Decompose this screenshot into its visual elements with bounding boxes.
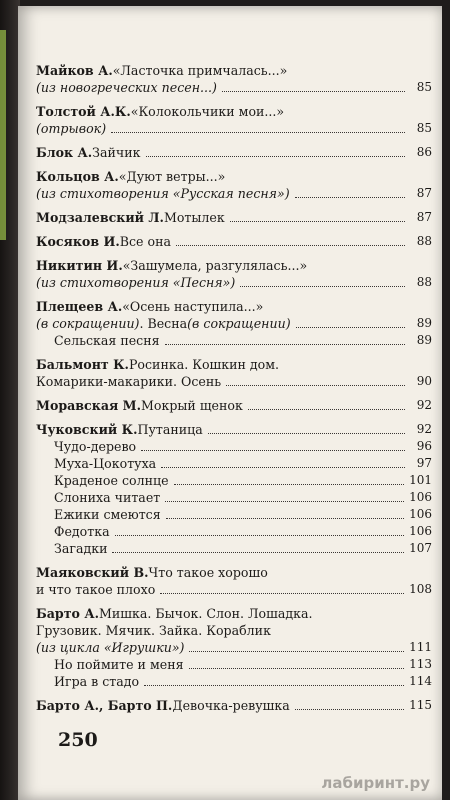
work-title: «Колокольчики мои...»: [130, 104, 285, 119]
work-title: «Зашумела, разгулялась...»: [122, 258, 308, 273]
author-name: Косяков И.: [36, 234, 120, 249]
toc-line: [36, 373, 432, 390]
dot-leader: [174, 484, 405, 485]
work-title: Грузовик. Мячик. Зайка. Кораблик: [36, 623, 271, 638]
work-title: Федотка: [54, 524, 110, 539]
dot-leader: [248, 409, 405, 410]
dot-leader: [161, 467, 405, 468]
work-title: Мишка. Бычок. Слон. Лошадка.: [98, 606, 313, 621]
toc-entry: [36, 356, 432, 390]
toc-line: [36, 79, 432, 96]
page-ref: 106: [409, 507, 432, 521]
toc-line: [36, 622, 432, 639]
work-title: Что такое хорошо: [148, 565, 268, 580]
toc-entry: [36, 564, 432, 598]
toc-line: [36, 455, 432, 472]
page-ref: 111: [409, 640, 432, 654]
toc-line: [36, 397, 432, 414]
toc-entry: [36, 103, 432, 137]
page-ref: 97: [416, 456, 432, 470]
page-ref: 86: [416, 145, 432, 159]
toc-line: [36, 209, 432, 226]
work-title: Мокрый щенок: [141, 398, 243, 413]
work-title: Росинка. Кошкин дом.: [128, 357, 280, 372]
toc-line: [36, 564, 432, 581]
toc-line: [36, 697, 432, 714]
dot-leader: [226, 385, 405, 386]
toc-line: [36, 506, 432, 523]
work-title: Слониха читает: [54, 490, 161, 505]
dot-leader: [189, 651, 404, 652]
work-title: Но поймите и меня: [54, 657, 184, 672]
work-title: и что такое плохо: [36, 582, 156, 597]
dot-leader: [176, 245, 405, 246]
work-title: Загадки: [54, 541, 108, 556]
author-name: Модзалевский Л.: [36, 210, 164, 225]
page-ref: 92: [416, 422, 432, 436]
dot-leader: [296, 327, 405, 328]
dot-leader: [146, 156, 405, 157]
work-title: Муха-Цокотуха: [54, 456, 157, 471]
author-name: Барто А., Барто П.: [36, 698, 173, 713]
dot-leader: [165, 501, 404, 502]
dot-leader: [166, 518, 404, 519]
toc-line: [36, 62, 432, 79]
page-ref: 87: [416, 210, 432, 224]
page-ref: 88: [416, 234, 432, 248]
work-title: «Ласточка примчалась...»: [112, 63, 288, 78]
toc-line: [36, 168, 432, 185]
dot-leader: [230, 221, 405, 222]
toc-entry: [36, 421, 432, 557]
work-title: Мотылек: [163, 210, 225, 225]
dot-leader: [112, 552, 404, 553]
toc-line: [36, 581, 432, 598]
toc-entry: [36, 697, 432, 714]
toc-line: [36, 315, 432, 332]
source-note: (из цикла «Игрушки»): [36, 640, 185, 655]
dot-leader: [115, 535, 405, 536]
toc-line: [36, 489, 432, 506]
page-ref: 85: [416, 121, 432, 135]
toc-line: [36, 472, 432, 489]
toc-line: [36, 257, 432, 274]
toc-line: [36, 120, 432, 137]
page-number: 250: [58, 729, 98, 751]
toc-line: [36, 144, 432, 161]
page-ref: 89: [416, 333, 432, 347]
toc-entry: [36, 233, 432, 250]
toc-line: [36, 233, 432, 250]
toc-line: [36, 298, 432, 315]
dot-leader: [208, 433, 405, 434]
toc-line: [36, 540, 432, 557]
dot-leader: [222, 91, 405, 92]
work-title: Путаница: [137, 422, 203, 437]
dot-leader: [295, 197, 405, 198]
dot-leader: [295, 709, 404, 710]
table-of-contents: [36, 62, 432, 721]
work-title: Сельская песня: [54, 333, 160, 348]
author-name: Моравская М.: [36, 398, 141, 413]
page-ref: 89: [416, 316, 432, 330]
source-note: (в сокращении): [187, 316, 291, 331]
work-title: Краденое солнце: [54, 473, 169, 488]
dot-leader: [240, 286, 405, 287]
toc-entry: [36, 605, 432, 690]
source-note: (в сокращении): [36, 316, 140, 331]
book-page: [18, 6, 442, 800]
page-ref: 90: [416, 374, 432, 388]
dot-leader: [189, 668, 405, 669]
source-note: (из стихотворения «Русская песня»): [36, 186, 290, 201]
page-ref: 87: [416, 186, 432, 200]
dot-leader: [144, 685, 404, 686]
author-name: Барто А.: [36, 606, 99, 621]
dot-leader: [160, 593, 404, 594]
toc-line: [36, 673, 432, 690]
toc-line: [36, 356, 432, 373]
source-note: (отрывок): [36, 121, 107, 136]
watermark: лабиринт.ру: [321, 774, 430, 792]
work-title: Зайчик: [92, 145, 141, 160]
toc-line: [36, 438, 432, 455]
page-ref: 106: [409, 524, 432, 538]
toc-entry: [36, 62, 432, 96]
author-name: Майков А.: [36, 63, 113, 78]
page-ref: 107: [409, 541, 432, 555]
toc-entry: [36, 168, 432, 202]
cover-edge: [0, 30, 6, 240]
page-ref: 101: [409, 473, 432, 487]
toc-line: [36, 421, 432, 438]
page-ref: 115: [409, 698, 432, 712]
toc-line: [36, 656, 432, 673]
author-name: Блок А.: [36, 145, 93, 160]
author-name: Кольцов А.: [36, 169, 119, 184]
work-title: Комарики-макарики. Осень: [36, 374, 222, 389]
dot-leader: [111, 132, 405, 133]
toc-entry: [36, 397, 432, 414]
toc-entry: [36, 209, 432, 226]
page-ref: 108: [409, 582, 432, 596]
page-ref: 96: [416, 439, 432, 453]
page-ref: 113: [409, 657, 432, 671]
toc-entry: [36, 298, 432, 349]
toc-line: [36, 274, 432, 291]
toc-line: [36, 332, 432, 349]
page-ref: 114: [409, 674, 432, 688]
page-ref: 106: [409, 490, 432, 504]
source-note: (из новогреческих песен...): [36, 80, 217, 95]
author-name: Чуковский К.: [36, 422, 138, 437]
toc-line: [36, 185, 432, 202]
dot-leader: [165, 344, 405, 345]
work-title: . Весна: [139, 316, 188, 331]
toc-line: [36, 639, 432, 656]
author-name: Плещеев А.: [36, 299, 123, 314]
work-title: Чудо-дерево: [54, 439, 137, 454]
work-title: «Осень наступила...»: [122, 299, 264, 314]
toc-line: [36, 523, 432, 540]
author-name: Толстой А.К.: [36, 104, 131, 119]
page-ref: 92: [416, 398, 432, 412]
page-ref: 85: [416, 80, 432, 94]
work-title: Игра в стадо: [54, 674, 140, 689]
toc-line: [36, 605, 432, 622]
author-name: Бальмонт К.: [36, 357, 129, 372]
work-title: Ежики смеются: [54, 507, 161, 522]
page-ref: 88: [416, 275, 432, 289]
toc-entry: [36, 144, 432, 161]
author-name: Никитин И.: [36, 258, 123, 273]
work-title: Девочка-ревушка: [172, 698, 290, 713]
author-name: Маяковский В.: [36, 565, 149, 580]
toc-line: [36, 103, 432, 120]
work-title: Все она: [119, 234, 171, 249]
work-title: «Дуют ветры...»: [118, 169, 226, 184]
toc-entry: [36, 257, 432, 291]
dot-leader: [141, 450, 405, 451]
source-note: (из стихотворения «Песня»): [36, 275, 236, 290]
